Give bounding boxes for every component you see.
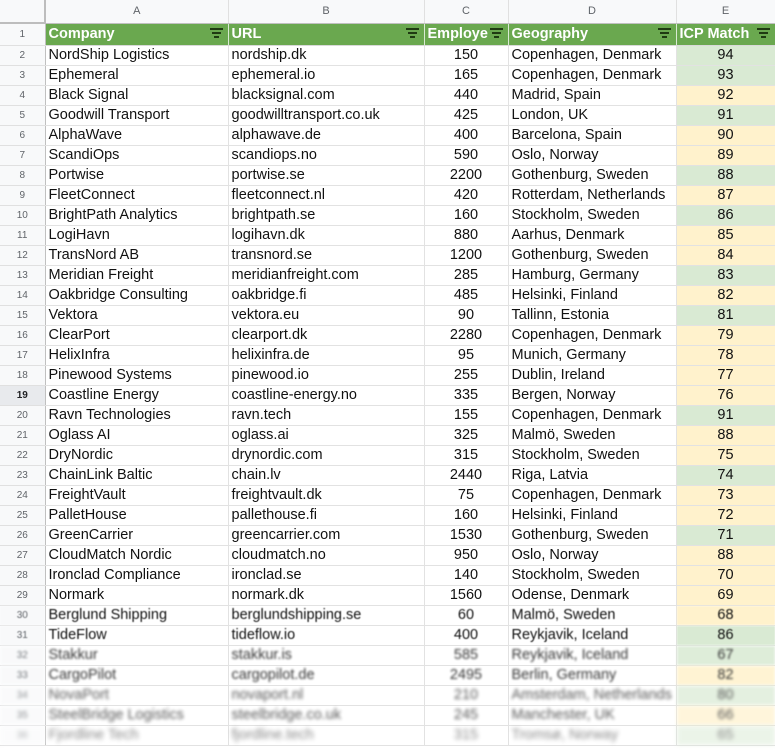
table-row: [0, 45, 775, 65]
cell-geography[interactable]: Copenhagen, Denmark: [508, 485, 676, 505]
row-number[interactable]: 23: [0, 465, 45, 485]
cell-icp-match[interactable]: 94: [676, 45, 775, 65]
cell-employees[interactable]: 75: [424, 485, 508, 505]
row-number[interactable]: 16: [0, 325, 45, 345]
cell-company[interactable]: ClearPort: [45, 325, 228, 345]
cell-icp-match[interactable]: 86: [676, 205, 775, 225]
cell-url[interactable]: ravn.tech: [228, 405, 424, 425]
cell-url[interactable]: pallethouse.fi: [228, 505, 424, 525]
cell-url[interactable]: vektora.eu: [228, 305, 424, 325]
header-url[interactable]: [228, 23, 424, 45]
cell-icp-match[interactable]: 67: [676, 645, 775, 665]
cell-company[interactable]: Oglass AI: [45, 425, 228, 445]
cell-company[interactable]: SteelBridge Logistics: [45, 705, 228, 725]
table-row: [0, 225, 775, 245]
cell-employees[interactable]: 315: [424, 445, 508, 465]
cell-geography[interactable]: Copenhagen, Denmark: [508, 65, 676, 85]
cell-geography[interactable]: Rotterdam, Netherlands: [508, 185, 676, 205]
cell-geography[interactable]: Oslo, Norway: [508, 545, 676, 565]
cell-url[interactable]: ephemeral.io: [228, 65, 424, 85]
table-row: [0, 345, 775, 365]
cell-geography[interactable]: Dublin, Ireland: [508, 365, 676, 385]
cell-company[interactable]: CloudMatch Nordic: [45, 545, 228, 565]
row-number[interactable]: 22: [0, 445, 45, 465]
column-header-c[interactable]: C: [424, 0, 508, 23]
row-number[interactable]: 35: [0, 705, 45, 725]
row-number[interactable]: 19: [0, 385, 45, 405]
cell-company[interactable]: Vektora: [45, 305, 228, 325]
cell-company[interactable]: LogiHavn: [45, 225, 228, 245]
cell-icp-match[interactable]: 75: [676, 445, 775, 465]
cell-company[interactable]: Ephemeral: [45, 65, 228, 85]
table-row: [0, 365, 775, 385]
cell-url[interactable]: fjordline.tech: [228, 725, 424, 745]
row-number[interactable]: 5: [0, 105, 45, 125]
table-row: [0, 725, 775, 745]
cell-employees[interactable]: 140: [424, 565, 508, 585]
table-row: [0, 545, 775, 565]
row-number[interactable]: 24: [0, 485, 45, 505]
cell-icp-match[interactable]: 69: [676, 585, 775, 605]
table-row: [0, 425, 775, 445]
table-row: [0, 645, 775, 665]
cell-employees[interactable]: 2495: [424, 665, 508, 685]
table-row: [0, 285, 775, 305]
cell-icp-match[interactable]: 91: [676, 405, 775, 425]
filter-icon[interactable]: [490, 28, 504, 40]
cell-employees[interactable]: 325: [424, 425, 508, 445]
cell-icp-match[interactable]: 84: [676, 245, 775, 265]
table-row: [0, 65, 775, 85]
cell-url[interactable]: steelbridge.co.uk: [228, 705, 424, 725]
cell-geography[interactable]: Barcelona, Spain: [508, 125, 676, 145]
cell-icp-match[interactable]: 90: [676, 125, 775, 145]
cell-employees[interactable]: 165: [424, 65, 508, 85]
cell-employees[interactable]: 1200: [424, 245, 508, 265]
cell-url[interactable]: coastline-energy.no: [228, 385, 424, 405]
cell-company[interactable]: Meridian Freight: [45, 265, 228, 285]
cell-url[interactable]: novaport.nl: [228, 685, 424, 705]
cell-geography[interactable]: Hamburg, Germany: [508, 265, 676, 285]
column-header-d[interactable]: D: [508, 0, 676, 23]
cell-url[interactable]: helixinfra.de: [228, 345, 424, 365]
cell-geography[interactable]: Tallinn, Estonia: [508, 305, 676, 325]
cell-icp-match[interactable]: 74: [676, 465, 775, 485]
cell-geography[interactable]: Copenhagen, Denmark: [508, 325, 676, 345]
cell-employees[interactable]: 335: [424, 385, 508, 405]
cell-company[interactable]: TideFlow: [45, 625, 228, 645]
table-row: [0, 665, 775, 685]
cell-company[interactable]: BrightPath Analytics: [45, 205, 228, 225]
cell-url[interactable]: alphawave.de: [228, 125, 424, 145]
cell-company[interactable]: ChainLink Baltic: [45, 465, 228, 485]
cell-employees[interactable]: 95: [424, 345, 508, 365]
cell-icp-match[interactable]: 88: [676, 545, 775, 565]
cell-geography[interactable]: Helsinki, Finland: [508, 285, 676, 305]
filter-icon[interactable]: [757, 28, 771, 40]
cell-employees[interactable]: 2440: [424, 465, 508, 485]
cell-employees[interactable]: 400: [424, 125, 508, 145]
cell-geography[interactable]: London, UK: [508, 105, 676, 125]
cell-icp-match[interactable]: 82: [676, 285, 775, 305]
cell-company[interactable]: Normark: [45, 585, 228, 605]
cell-url[interactable]: scandiops.no: [228, 145, 424, 165]
cell-company[interactable]: PalletHouse: [45, 505, 228, 525]
cell-geography[interactable]: Berlin, Germany: [508, 665, 676, 685]
cell-company[interactable]: Oakbridge Consulting: [45, 285, 228, 305]
table-row: [0, 305, 775, 325]
cell-company[interactable]: FreightVault: [45, 485, 228, 505]
cell-employees[interactable]: 90: [424, 305, 508, 325]
cell-url[interactable]: berglundshipping.se: [228, 605, 424, 625]
cell-employees[interactable]: 150: [424, 45, 508, 65]
cell-icp-match[interactable]: 93: [676, 65, 775, 85]
cell-icp-match[interactable]: 78: [676, 345, 775, 365]
cell-icp-match[interactable]: 77: [676, 365, 775, 385]
cell-employees[interactable]: 420: [424, 185, 508, 205]
table-row: [0, 585, 775, 605]
cell-geography[interactable]: Tromsø, Norway: [508, 725, 676, 745]
cell-geography[interactable]: Gothenburg, Sweden: [508, 245, 676, 265]
cell-url[interactable]: pinewood.io: [228, 365, 424, 385]
cell-geography[interactable]: Malmö, Sweden: [508, 425, 676, 445]
table-row: [0, 125, 775, 145]
cell-employees[interactable]: 585: [424, 645, 508, 665]
cell-icp-match[interactable]: 70: [676, 565, 775, 585]
table-row: [0, 465, 775, 485]
cell-geography[interactable]: Oslo, Norway: [508, 145, 676, 165]
table-row: [0, 405, 775, 425]
table-row: [0, 165, 775, 185]
table-row: [0, 685, 775, 705]
header-company[interactable]: [45, 23, 228, 45]
cell-icp-match[interactable]: 80: [676, 685, 775, 705]
column-header-e[interactable]: E: [676, 0, 775, 23]
row-number[interactable]: 31: [0, 625, 45, 645]
row-number[interactable]: 6: [0, 125, 45, 145]
cell-geography[interactable]: Copenhagen, Denmark: [508, 45, 676, 65]
cell-geography[interactable]: Stockholm, Sweden: [508, 445, 676, 465]
header-geography[interactable]: [508, 23, 676, 45]
cell-url[interactable]: oakbridge.fi: [228, 285, 424, 305]
cell-company[interactable]: GreenCarrier: [45, 525, 228, 545]
cell-icp-match[interactable]: 82: [676, 665, 775, 685]
cell-geography[interactable]: Gothenburg, Sweden: [508, 165, 676, 185]
cell-icp-match[interactable]: 85: [676, 225, 775, 245]
row-number[interactable]: 33: [0, 665, 45, 685]
cell-url[interactable]: tideflow.io: [228, 625, 424, 645]
table-row: [0, 185, 775, 205]
table-row: [0, 485, 775, 505]
row-number[interactable]: 7: [0, 145, 45, 165]
cell-company[interactable]: Berglund Shipping: [45, 605, 228, 625]
cell-url[interactable]: normark.dk: [228, 585, 424, 605]
cell-company[interactable]: Coastline Energy: [45, 385, 228, 405]
cell-employees[interactable]: 160: [424, 205, 508, 225]
table-row: [0, 605, 775, 625]
cell-company[interactable]: Black Signal: [45, 85, 228, 105]
row-number[interactable]: 17: [0, 345, 45, 365]
cell-employees[interactable]: 400: [424, 625, 508, 645]
cell-employees[interactable]: 160: [424, 505, 508, 525]
cell-icp-match[interactable]: 65: [676, 725, 775, 745]
cell-geography[interactable]: Reykjavik, Iceland: [508, 625, 676, 645]
table-row: [0, 245, 775, 265]
cell-geography[interactable]: Copenhagen, Denmark: [508, 405, 676, 425]
table-row: [0, 325, 775, 345]
cell-employees[interactable]: 255: [424, 365, 508, 385]
row-number[interactable]: 25: [0, 505, 45, 525]
cell-employees[interactable]: 60: [424, 605, 508, 625]
cell-company[interactable]: Ironclad Compliance: [45, 565, 228, 585]
cell-employees[interactable]: 210: [424, 685, 508, 705]
cell-url[interactable]: ironclad.se: [228, 565, 424, 585]
cell-icp-match[interactable]: 73: [676, 485, 775, 505]
cell-employees[interactable]: 1560: [424, 585, 508, 605]
cell-company[interactable]: CargoPilot: [45, 665, 228, 685]
cell-geography[interactable]: Bergen, Norway: [508, 385, 676, 405]
cell-geography[interactable]: Reykjavik, Iceland: [508, 645, 676, 665]
row-number[interactable]: 36: [0, 725, 45, 745]
cell-employees[interactable]: 440: [424, 85, 508, 105]
cell-url[interactable]: drynordic.com: [228, 445, 424, 465]
header-employees-label: Employe: [427, 26, 488, 42]
cell-url[interactable]: blacksignal.com: [228, 85, 424, 105]
cell-company[interactable]: Pinewood Systems: [45, 365, 228, 385]
column-header-b[interactable]: B: [228, 0, 424, 23]
row-number[interactable]: 9: [0, 185, 45, 205]
table-row: [0, 525, 775, 545]
cell-company[interactable]: Ravn Technologies: [45, 405, 228, 425]
cell-company[interactable]: Fjordline Tech: [45, 725, 228, 745]
table-row: [0, 505, 775, 525]
table-row: [0, 265, 775, 285]
cell-employees[interactable]: 315: [424, 725, 508, 745]
cell-icp-match[interactable]: 79: [676, 325, 775, 345]
cell-url[interactable]: chain.lv: [228, 465, 424, 485]
cell-company[interactable]: Goodwill Transport: [45, 105, 228, 125]
cell-employees[interactable]: 950: [424, 545, 508, 565]
cell-employees[interactable]: 2200: [424, 165, 508, 185]
header-icp-match[interactable]: [676, 23, 775, 45]
row-number[interactable]: 27: [0, 545, 45, 565]
row-number[interactable]: 26: [0, 525, 45, 545]
cell-employees[interactable]: 880: [424, 225, 508, 245]
cell-url[interactable]: cargopilot.de: [228, 665, 424, 685]
cell-geography[interactable]: Riga, Latvia: [508, 465, 676, 485]
cell-company[interactable]: ScandiOps: [45, 145, 228, 165]
cell-geography[interactable]: Amsterdam, Netherlands: [508, 685, 676, 705]
cell-company[interactable]: FleetConnect: [45, 185, 228, 205]
cell-url[interactable]: stakkur.is: [228, 645, 424, 665]
header-url-label: URL: [231, 26, 262, 42]
cell-icp-match[interactable]: 88: [676, 425, 775, 445]
cell-icp-match[interactable]: 83: [676, 265, 775, 285]
row-number[interactable]: 10: [0, 205, 45, 225]
cell-url[interactable]: logihavn.dk: [228, 225, 424, 245]
cell-company[interactable]: AlphaWave: [45, 125, 228, 145]
cell-icp-match[interactable]: 66: [676, 705, 775, 725]
filter-icon[interactable]: [406, 28, 420, 40]
cell-url[interactable]: freightvault.dk: [228, 485, 424, 505]
table-row: [0, 445, 775, 465]
header-employees[interactable]: [424, 23, 508, 45]
cell-employees[interactable]: 1530: [424, 525, 508, 545]
cell-icp-match[interactable]: 89: [676, 145, 775, 165]
cell-geography[interactable]: Aarhus, Denmark: [508, 225, 676, 245]
cell-geography[interactable]: Munich, Germany: [508, 345, 676, 365]
row-number[interactable]: 32: [0, 645, 45, 665]
cell-url[interactable]: greencarrier.com: [228, 525, 424, 545]
cell-employees[interactable]: 155: [424, 405, 508, 425]
row-number[interactable]: 4: [0, 85, 45, 105]
cell-employees[interactable]: 590: [424, 145, 508, 165]
header-geography-label: Geography: [511, 26, 589, 42]
cell-icp-match[interactable]: 76: [676, 385, 775, 405]
row-number[interactable]: 3: [0, 65, 45, 85]
select-all-corner[interactable]: [0, 0, 45, 23]
cell-employees[interactable]: 2280: [424, 325, 508, 345]
cell-icp-match[interactable]: 72: [676, 505, 775, 525]
cell-url[interactable]: fleetconnect.nl: [228, 185, 424, 205]
cell-geography[interactable]: Stockholm, Sweden: [508, 565, 676, 585]
table-row: [0, 705, 775, 725]
table-row: [0, 105, 775, 125]
table-row: [0, 565, 775, 585]
cell-url[interactable]: goodwilltransport.co.uk: [228, 105, 424, 125]
filter-icon[interactable]: [658, 28, 672, 40]
cell-geography[interactable]: Odense, Denmark: [508, 585, 676, 605]
cell-icp-match[interactable]: 71: [676, 525, 775, 545]
cell-company[interactable]: HelixInfra: [45, 345, 228, 365]
table-row: [0, 385, 775, 405]
cell-url[interactable]: clearport.dk: [228, 325, 424, 345]
cell-icp-match[interactable]: 88: [676, 165, 775, 185]
row-number[interactable]: 14: [0, 285, 45, 305]
cell-url[interactable]: meridianfreight.com: [228, 265, 424, 285]
cell-company[interactable]: TransNord AB: [45, 245, 228, 265]
cell-company[interactable]: Portwise: [45, 165, 228, 185]
table-row: [0, 205, 775, 225]
row-number[interactable]: 15: [0, 305, 45, 325]
cell-icp-match[interactable]: 87: [676, 185, 775, 205]
row-number[interactable]: 29: [0, 585, 45, 605]
cell-company[interactable]: NovaPort: [45, 685, 228, 705]
row-number[interactable]: 13: [0, 265, 45, 285]
cell-company[interactable]: Stakkur: [45, 645, 228, 665]
cell-url[interactable]: cloudmatch.no: [228, 545, 424, 565]
table-row: [0, 625, 775, 645]
cell-employees[interactable]: 425: [424, 105, 508, 125]
column-header-row: [0, 0, 775, 23]
cell-geography[interactable]: Malmö, Sweden: [508, 605, 676, 625]
row-number[interactable]: 20: [0, 405, 45, 425]
row-number[interactable]: 21: [0, 425, 45, 445]
row-number[interactable]: 2: [0, 45, 45, 65]
cell-url[interactable]: portwise.se: [228, 165, 424, 185]
cell-icp-match[interactable]: 91: [676, 105, 775, 125]
cell-url[interactable]: nordship.dk: [228, 45, 424, 65]
row-number[interactable]: 34: [0, 685, 45, 705]
cell-geography[interactable]: Manchester, UK: [508, 705, 676, 725]
cell-url[interactable]: oglass.ai: [228, 425, 424, 445]
cell-geography[interactable]: Stockholm, Sweden: [508, 205, 676, 225]
row-number[interactable]: 1: [0, 23, 45, 45]
filter-icon[interactable]: [210, 28, 224, 40]
row-number[interactable]: 30: [0, 605, 45, 625]
cell-icp-match[interactable]: 68: [676, 605, 775, 625]
cell-company[interactable]: DryNordic: [45, 445, 228, 465]
cell-employees[interactable]: 485: [424, 285, 508, 305]
cell-geography[interactable]: Madrid, Spain: [508, 85, 676, 105]
row-number[interactable]: 11: [0, 225, 45, 245]
cell-company[interactable]: NordShip Logistics: [45, 45, 228, 65]
row-number[interactable]: 8: [0, 165, 45, 185]
cell-geography[interactable]: Gothenburg, Sweden: [508, 525, 676, 545]
table-row: [0, 145, 775, 165]
row-number[interactable]: 18: [0, 365, 45, 385]
cell-icp-match[interactable]: 81: [676, 305, 775, 325]
column-header-a[interactable]: A: [45, 0, 228, 23]
cell-icp-match[interactable]: 86: [676, 625, 775, 645]
table-header-row: [0, 23, 775, 45]
table-row: [0, 85, 775, 105]
cell-employees[interactable]: 285: [424, 265, 508, 285]
cell-url[interactable]: transnord.se: [228, 245, 424, 265]
cell-icp-match[interactable]: 92: [676, 85, 775, 105]
cell-employees[interactable]: 245: [424, 705, 508, 725]
row-number[interactable]: 28: [0, 565, 45, 585]
header-company-label: Company: [48, 26, 115, 42]
cell-geography[interactable]: Helsinki, Finland: [508, 505, 676, 525]
header-icp-label: ICP Match: [679, 26, 750, 42]
row-number[interactable]: 12: [0, 245, 45, 265]
cell-url[interactable]: brightpath.se: [228, 205, 424, 225]
